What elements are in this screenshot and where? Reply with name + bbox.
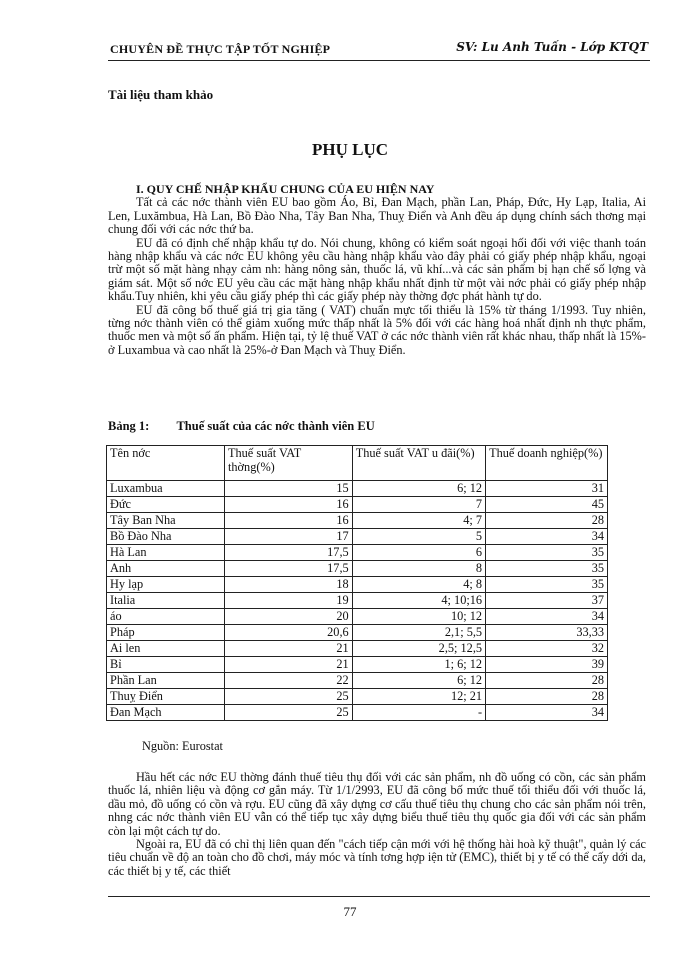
- value-cell: 34: [486, 529, 608, 545]
- table-row: [107, 561, 608, 577]
- section2-paragraph-2: Ngoài ra, EU đã có chỉ thị liên quan đến "cách tiếp cận mới với hệ thống hài hoà kỹ thuật", quản lý các tiêu chuẩn về độ an toàn cho đồ chơi, máy móc và tính tơng hợp iện tử (EMC), thiết bị y tế có thể cấy dới da, các thiết bị y tế, các thiết: [108, 837, 646, 878]
- table-header-cell: Thuế suất VAT thờng(%): [224, 446, 352, 481]
- section2-paragraph-1: Hầu hết các nớc EU thờng đánh thuế tiêu thụ đối với các sản phẩm, nh đồ uống có cồn, các sản phẩm thuốc lá, nhiên liệu và động cơ gắn máy. Từ 1/1/2993, EU đã công bố mức thuế tối thiểu đối với thuốc lá, dầu mỏ, đồ uống có cồn và rợu. EU cũng đã xây dựng cơ cấu thuế tiêu thụ chung cho các sản phẩm nói trên, nhng các nớc thành viên EU vẫn có thể tiếp tục xây dựng biểu thuế tiêu thụ quốc gia đối với các sản phẩm còn lại một cách tự do.: [108, 770, 646, 838]
- header-author: SV: Lu Anh Tuấn - Lớp KTQT: [456, 40, 648, 54]
- table-caption: [108, 419, 375, 434]
- value-cell: 34: [486, 609, 608, 625]
- header-divider: [108, 60, 650, 61]
- table-row: [107, 513, 608, 529]
- country-cell: Phần Lan: [107, 673, 225, 689]
- country-cell: Thuỵ Điển: [107, 689, 225, 705]
- table-header-cell: Tên nớc: [107, 446, 225, 481]
- value-cell: 20: [224, 609, 352, 625]
- table-row: [107, 705, 608, 721]
- table-header-cell: Thuế doanh nghiệp(%): [486, 446, 608, 481]
- value-cell: 6; 12: [352, 673, 485, 689]
- value-cell: 7: [352, 497, 485, 513]
- value-cell: 35: [486, 577, 608, 593]
- table-row: [107, 577, 608, 593]
- table-body: [107, 481, 608, 721]
- value-cell: 6; 12: [352, 481, 485, 497]
- section1-paragraph-3: EU đã công bố thuế giá trị gia tăng ( VAT) chuẩn mực tối thiểu là 15% từ tháng 1/1993. Tuy nhiên, từng nớc thành viên có thể giảm xuống mức thấp nhất là 5% đối với các hàng hoá nhất định nh thực phẩm, thuốc men và một số ấn phẩm. Hiện tại, tỷ lệ thuế VAT ở các nớc thành viên rất khác nhau, thấp nhất là 15%-ở Luxambua và cao nhất là 25%-ở Đan Mạch và Thuỵ Điển.: [108, 302, 646, 357]
- section1-heading: I. QUY CHẾ NHẬP KHẨU CHUNG CỦA EU HIỆN NAY: [136, 182, 435, 196]
- footer-divider: [108, 896, 650, 897]
- country-cell: Pháp: [107, 625, 225, 641]
- value-cell: 4; 7: [352, 513, 485, 529]
- value-cell: 17,5: [224, 561, 352, 577]
- table-row: [107, 609, 608, 625]
- table-header-row: [107, 446, 608, 481]
- table-row: [107, 641, 608, 657]
- country-cell: Tây Ban Nha: [107, 513, 225, 529]
- value-cell: 33,33: [486, 625, 608, 641]
- country-cell: Bồ Đào Nha: [107, 529, 225, 545]
- value-cell: 28: [486, 689, 608, 705]
- country-cell: Đan Mạch: [107, 705, 225, 721]
- value-cell: 28: [486, 673, 608, 689]
- table-source: Nguồn: Eurostat: [142, 739, 223, 753]
- value-cell: 5: [352, 529, 485, 545]
- table-row: [107, 625, 608, 641]
- value-cell: 2,1; 5,5: [352, 625, 485, 641]
- value-cell: 17: [224, 529, 352, 545]
- table-caption-label: Bảng 1:: [108, 419, 150, 433]
- value-cell: 25: [224, 689, 352, 705]
- table-row: [107, 481, 608, 497]
- value-cell: 20,6: [224, 625, 352, 641]
- section1-body: [108, 183, 646, 357]
- country-cell: Luxambua: [107, 481, 225, 497]
- value-cell: 39: [486, 657, 608, 673]
- value-cell: 2,5; 12,5: [352, 641, 485, 657]
- value-cell: 37: [486, 593, 608, 609]
- value-cell: 17,5: [224, 545, 352, 561]
- country-cell: Anh: [107, 561, 225, 577]
- value-cell: 34: [486, 705, 608, 721]
- table-caption-title: Thuế suất của các nớc thành viên EU: [176, 419, 375, 433]
- country-cell: Italia: [107, 593, 225, 609]
- value-cell: 19: [224, 593, 352, 609]
- value-cell: 10; 12: [352, 609, 485, 625]
- value-cell: -: [352, 705, 485, 721]
- value-cell: 22: [224, 673, 352, 689]
- references-heading: Tài liệu tham khảo: [108, 87, 214, 102]
- value-cell: 28: [486, 513, 608, 529]
- value-cell: 12; 21: [352, 689, 485, 705]
- table-row: [107, 657, 608, 673]
- value-cell: 15: [224, 481, 352, 497]
- value-cell: 16: [224, 513, 352, 529]
- table-row: [107, 545, 608, 561]
- header-topic: CHUYÊN ĐỀ THỰC TẬP TỐT NGHIỆP: [110, 42, 331, 56]
- value-cell: 4; 10;16: [352, 593, 485, 609]
- country-cell: Hà Lan: [107, 545, 225, 561]
- value-cell: 6: [352, 545, 485, 561]
- tax-rate-table: [106, 445, 608, 721]
- value-cell: 4; 8: [352, 577, 485, 593]
- value-cell: 25: [224, 705, 352, 721]
- country-cell: Hy lạp: [107, 577, 225, 593]
- country-cell: áo: [107, 609, 225, 625]
- value-cell: 31: [486, 481, 608, 497]
- value-cell: 16: [224, 497, 352, 513]
- country-cell: Bỉ: [107, 657, 225, 673]
- table-row: [107, 673, 608, 689]
- page-title: PHỤ LỤC: [311, 140, 389, 159]
- page-number: 77: [343, 904, 357, 919]
- country-cell: Đức: [107, 497, 225, 513]
- table-row: [107, 593, 608, 609]
- table-header-cell: Thuế suất VAT u đãi(%): [352, 446, 485, 481]
- value-cell: 8: [352, 561, 485, 577]
- value-cell: 32: [486, 641, 608, 657]
- table-row: [107, 689, 608, 705]
- table-row: [107, 529, 608, 545]
- section1-paragraph-2: EU đã có định chế nhập khẩu tự do. Nói chung, không có kiểm soát ngoại hối đối với việc thanh toán hàng nhập khẩu và các nớc EU không yêu cầu hàng nhập khẩu vào đây phải có giấy phép nhập khẩu, ngoại trừ một số mặt hàng nhạy cảm nh: hàng nông sản, thuốc lá, vũ khí...và các sản phẩm bị hạn chế số lợng và giám sát. Một số nớc EU yêu cầu các mặt hàng nhập khẩu nhất định từ một vài nớc phải có giấy phép nhập khẩu.Tuy nhiên, khi yêu cầu giấy phép thì các giấy phép này thờng đợc phát hành tự do.: [108, 235, 646, 304]
- value-cell: 35: [486, 545, 608, 561]
- section2-body: [108, 771, 646, 878]
- value-cell: 45: [486, 497, 608, 513]
- value-cell: 35: [486, 561, 608, 577]
- value-cell: 21: [224, 657, 352, 673]
- section1-paragraph-1: Tất cả các nớc thành viên EU bao gồm Áo, Bỉ, Đan Mạch, phần Lan, Pháp, Đức, Hy Lạp, Italia, Ai Len, Luxămbua, Hà Lan, Bồ Đào Nha, Tây Ban Nha, Thuỵ Điển và Anh đều áp dụng chính sách thơng mại chung đối với các nớc thứ ba.: [108, 195, 646, 237]
- table-row: [107, 497, 608, 513]
- value-cell: 18: [224, 577, 352, 593]
- running-header: [110, 40, 648, 60]
- value-cell: 1; 6; 12: [352, 657, 485, 673]
- value-cell: 21: [224, 641, 352, 657]
- country-cell: Ai len: [107, 641, 225, 657]
